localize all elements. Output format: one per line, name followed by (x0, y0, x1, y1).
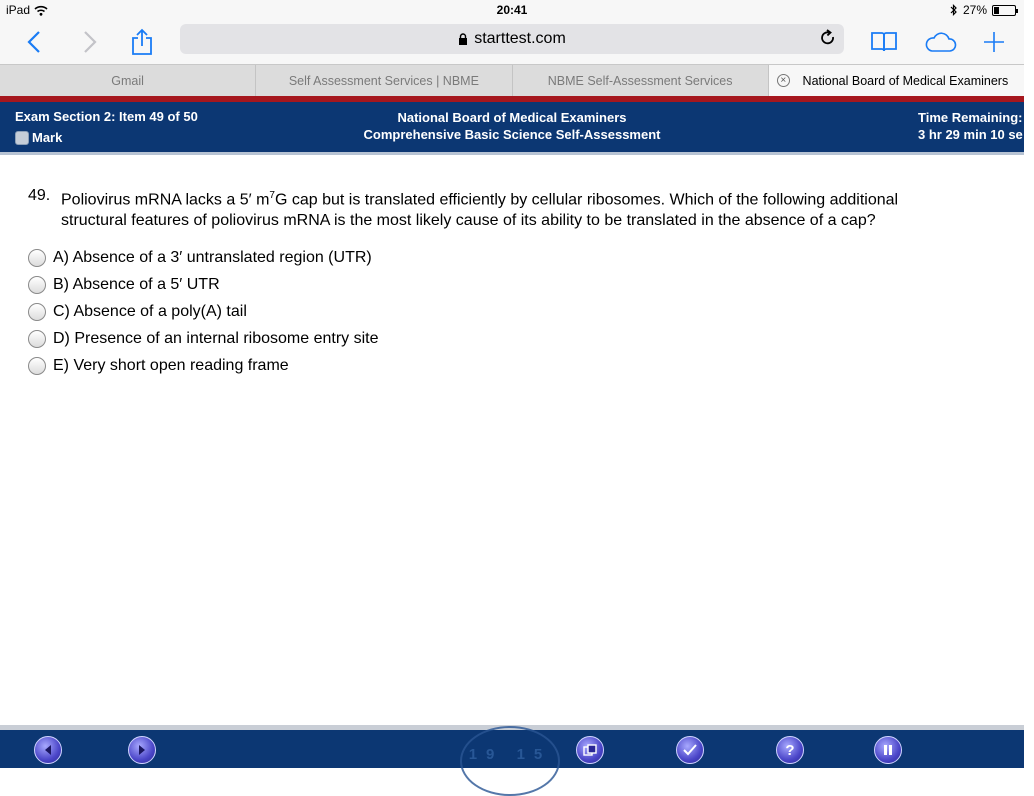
time-value: 3 hr 29 min 10 se (918, 127, 1023, 142)
forward-button[interactable] (72, 24, 108, 60)
exam-title-block (0, 109, 1024, 143)
review-button[interactable] (650, 734, 730, 780)
radio-button[interactable] (28, 330, 46, 348)
previous-label: Previous (22, 766, 74, 780)
exam-nav-bar (0, 730, 1024, 780)
clock: 20:41 (496, 3, 528, 17)
time-label: Time Remaining: (918, 110, 1023, 125)
tab-national-board[interactable] (769, 65, 1024, 97)
radio-button[interactable] (28, 303, 46, 321)
arrow-left-icon (42, 744, 54, 756)
status-bar (0, 0, 1024, 20)
choice-a[interactable] (28, 244, 378, 271)
tab-label: National Board of Medical Examiners (802, 74, 1009, 88)
bookmarks-button[interactable] (866, 24, 902, 60)
back-button[interactable] (16, 24, 52, 60)
radio-button[interactable] (28, 276, 46, 294)
review-label: Review (669, 766, 711, 780)
chevron-right-icon (83, 30, 97, 54)
question-mark-icon: ? (785, 741, 795, 759)
seal-text: 19 15 (468, 746, 552, 763)
choice-b[interactable] (28, 271, 378, 298)
close-tab-icon[interactable]: × (777, 74, 790, 87)
choice-label: E) Very short open reading frame (53, 356, 289, 374)
lab-values-button[interactable] (550, 734, 630, 780)
share-icon (131, 28, 153, 56)
nbme-seal-watermark (460, 726, 560, 796)
question-text-part1: Poliovirus mRNA lacks a 5′ m (61, 191, 270, 209)
tab-self-assessment-services-nbme[interactable] (256, 65, 512, 97)
lock-icon (458, 33, 468, 45)
exam-section-item: Exam Section 2: Item 49 of 50 (15, 109, 198, 124)
radio-button[interactable] (28, 357, 46, 375)
header-divider (0, 152, 1024, 155)
choice-c[interactable] (28, 298, 378, 325)
checkmark-icon (683, 744, 697, 756)
choice-label: D) Presence of an internal ribosome entry site (53, 329, 379, 347)
chevron-left-icon (27, 30, 41, 54)
browser-toolbar (0, 20, 1024, 64)
plus-icon (982, 30, 1006, 54)
device-name: iPad (6, 3, 31, 17)
address-bar[interactable] (180, 24, 844, 54)
question-text-superscript: 7 (269, 190, 275, 201)
exam-name: Comprehensive Basic Science Self-Assessment (363, 127, 661, 142)
battery-percent: 27% (962, 3, 987, 17)
pause-button[interactable] (848, 734, 928, 780)
next-label: Next (128, 766, 155, 780)
new-tab-button[interactable] (976, 24, 1012, 60)
icloud-tabs-button[interactable] (922, 24, 958, 60)
choice-d[interactable] (28, 325, 378, 352)
bluetooth-icon (950, 4, 958, 16)
next-button[interactable] (102, 734, 182, 780)
question-number: 49. (28, 187, 51, 204)
help-label: Help (776, 766, 803, 780)
question-text (61, 185, 958, 231)
url-text: starttest.com (474, 30, 566, 47)
reload-icon (820, 29, 836, 47)
time-remaining (918, 109, 1034, 143)
choice-label: B) Absence of a 5′ UTR (53, 275, 220, 293)
question-stem (28, 185, 958, 231)
tab-label: NBME Self-Assessment Services (547, 74, 733, 88)
help-button[interactable] (750, 734, 830, 780)
previous-button[interactable] (8, 734, 88, 780)
pause-label: Pause (870, 766, 906, 780)
share-button[interactable] (124, 24, 160, 60)
cloud-icon (923, 31, 957, 53)
choice-e[interactable] (28, 352, 378, 379)
tab-bar (0, 64, 1024, 96)
choice-label: C) Absence of a poly(A) tail (53, 302, 247, 320)
reload-button[interactable] (820, 29, 836, 52)
answer-choices (28, 244, 378, 379)
org-name: National Board of Medical Examiners (397, 110, 627, 125)
radio-button[interactable] (28, 249, 46, 267)
tab-nbme-self-assessment[interactable] (513, 65, 769, 97)
question-text-part2: G cap but is translated efficiently by cellular ribosomes. Which of the following additional structural features of poliovirus mRNA is the most likely cause of its ability to be translated in the absence of a cap? (61, 191, 899, 230)
arrow-right-icon (136, 744, 148, 756)
pause-icon (883, 744, 893, 756)
tab-label: Self Assessment Services | NBME (288, 74, 479, 88)
choice-label: A) Absence of a 3′ untranslated region (UTR) (53, 248, 372, 266)
mark-label: Mark (32, 130, 63, 145)
book-icon (870, 31, 898, 53)
battery-icon (992, 5, 1016, 16)
status-right (950, 3, 1016, 17)
lab-values-label: Lab Values (558, 766, 622, 780)
exam-header (0, 102, 1024, 152)
lab-values-icon (583, 744, 597, 756)
tab-label: Gmail (111, 74, 144, 88)
tab-gmail[interactable] (0, 65, 256, 97)
